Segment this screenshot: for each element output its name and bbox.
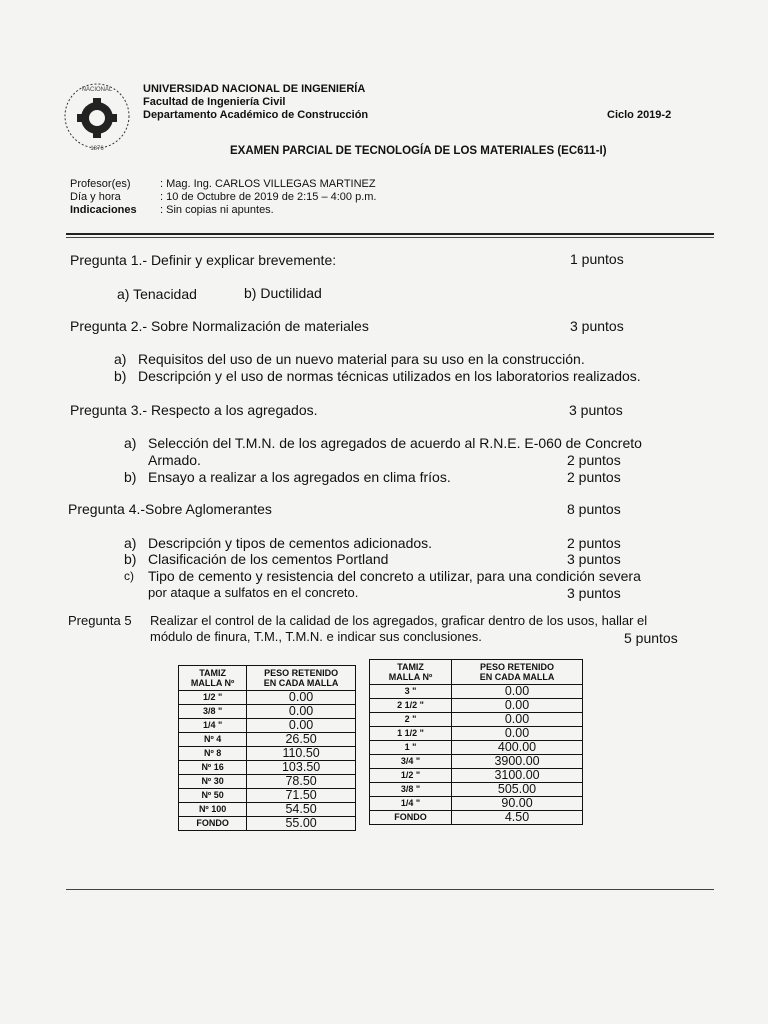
university-seal-logo bbox=[62, 78, 132, 154]
question-3-label-b: b) bbox=[124, 469, 137, 485]
weight-cell: 78.50 bbox=[247, 775, 356, 789]
table-row bbox=[179, 733, 356, 747]
question-4-item-a-points: 2 puntos bbox=[567, 535, 621, 551]
question-2-item-a: Requisitos del uso de un nuevo material para su uso en la construcción. bbox=[138, 351, 585, 367]
question-2-label-b: b) bbox=[114, 368, 127, 384]
header-sieve bbox=[370, 660, 452, 685]
question-1-item-b: b) Ductilidad bbox=[244, 285, 322, 301]
question-4-item-c-line1: Tipo de cemento y resistencia del concreto a utilizar, para una condición severa bbox=[148, 568, 641, 584]
weight-cell: 0.00 bbox=[247, 691, 356, 705]
sieve-cell: 1 1/2 " bbox=[370, 727, 452, 741]
sieve-cell: 3/4 " bbox=[370, 755, 452, 769]
weight-cell: 103.50 bbox=[247, 761, 356, 775]
table-row bbox=[370, 811, 583, 825]
professor-value: : Mag. Ing. CARLOS VILLEGAS MARTINEZ bbox=[160, 178, 376, 190]
weight-cell: 55.00 bbox=[247, 817, 356, 831]
table-header-row bbox=[179, 666, 356, 691]
weight-cell: 110.50 bbox=[247, 747, 356, 761]
header-divider bbox=[66, 233, 714, 235]
table-row bbox=[370, 727, 583, 741]
question-4-item-b-points: 3 puntos bbox=[567, 551, 621, 567]
table-row bbox=[370, 713, 583, 727]
question-5-points: 5 puntos bbox=[624, 630, 678, 646]
weight-cell: 400.00 bbox=[452, 741, 583, 755]
sieve-cell: 1/4 " bbox=[370, 797, 452, 811]
table-row bbox=[370, 769, 583, 783]
table-row bbox=[179, 817, 356, 831]
table-row bbox=[370, 797, 583, 811]
question-3-item-b-points: 2 puntos bbox=[567, 469, 621, 485]
question-1-title: Pregunta 1.- Definir y explicar brevemente: bbox=[70, 252, 337, 268]
question-4-item-a: Descripción y tipos de cementos adicionados. bbox=[148, 535, 433, 551]
question-4-label-c: c) bbox=[124, 569, 134, 583]
weight-cell: 71.50 bbox=[247, 789, 356, 803]
question-3-item-a-line2: Armado. bbox=[148, 452, 201, 468]
table-row bbox=[179, 747, 356, 761]
sieve-cell: FONDO bbox=[179, 817, 247, 831]
question-5-line2: módulo de finura, T.M., T.M.N. e indicar sus conclusiones. bbox=[150, 629, 482, 644]
department-name: Departamento Académico de Construcción bbox=[143, 109, 369, 121]
table-row bbox=[370, 685, 583, 699]
sieve-cell: 1 " bbox=[370, 741, 452, 755]
question-4-title: Pregunta 4.-Sobre Aglomerantes bbox=[68, 501, 272, 517]
professor-label: Profesor(es) bbox=[70, 178, 131, 190]
sieve-cell: Nº 4 bbox=[179, 733, 247, 747]
svg-text:NACIONAL: NACIONAL bbox=[81, 87, 113, 93]
table-row bbox=[179, 719, 356, 733]
faculty-name: Facultad de Ingeniería Civil bbox=[143, 96, 286, 108]
question-2-item-b: Descripción y el uso de normas técnicas utilizados en los laboratorios realizados. bbox=[138, 368, 641, 384]
sieve-cell: Nº 100 bbox=[179, 803, 247, 817]
table-row bbox=[370, 741, 583, 755]
weight-cell: 3900.00 bbox=[452, 755, 583, 769]
header-sieve-line2: MALLA Nº bbox=[190, 678, 235, 688]
header-weight-line1: PESO RETENIDO bbox=[264, 668, 339, 678]
header-weight-line1: PESO RETENIDO bbox=[480, 662, 555, 672]
table-row bbox=[370, 783, 583, 797]
question-3-points: 3 puntos bbox=[569, 402, 623, 418]
question-4-item-b: Clasificación de los cementos Portland bbox=[148, 551, 389, 567]
date-value: : 10 de Octubre de 2019 de 2:15 – 4:00 p.m. bbox=[160, 191, 377, 203]
footer-divider bbox=[66, 889, 714, 890]
question-4-points: 8 puntos bbox=[567, 501, 621, 517]
weight-cell: 0.00 bbox=[452, 685, 583, 699]
weight-cell: 54.50 bbox=[247, 803, 356, 817]
header-weight bbox=[247, 666, 356, 691]
question-1-item-a: a) Tenacidad bbox=[117, 286, 197, 302]
question-5-label: Pregunta 5 bbox=[68, 613, 132, 628]
table-row bbox=[179, 761, 356, 775]
question-3-item-a-line1: Selección del T.M.N. de los agregados de acuerdo al R.N.E. E-060 de Concreto bbox=[148, 435, 642, 451]
weight-cell: 0.00 bbox=[452, 727, 583, 741]
sieve-cell: FONDO bbox=[370, 811, 452, 825]
question-4-item-c-line2: por ataque a sulfatos en el concreto. bbox=[148, 585, 359, 600]
table-row bbox=[179, 691, 356, 705]
sieve-cell: Nº 50 bbox=[179, 789, 247, 803]
notes-value: : Sin copias ni apuntes. bbox=[160, 204, 274, 216]
header-sieve-line1: TAMIZ bbox=[397, 662, 424, 672]
university-name: UNIVERSIDAD NACIONAL DE INGENIERÍA bbox=[143, 83, 366, 95]
header-weight-line2: EN CADA MALLA bbox=[263, 678, 339, 688]
sieve-cell: Nº 16 bbox=[179, 761, 247, 775]
header-weight bbox=[452, 660, 583, 685]
sieve-cell: 1/2 " bbox=[370, 769, 452, 783]
question-2-label-a: a) bbox=[114, 351, 127, 367]
table-header-row bbox=[370, 660, 583, 685]
table-row bbox=[370, 699, 583, 713]
sieve-cell: 1/2 " bbox=[179, 691, 247, 705]
notes-label: Indicaciones bbox=[70, 204, 137, 216]
weight-cell: 0.00 bbox=[247, 705, 356, 719]
sieve-cell: 2 1/2 " bbox=[370, 699, 452, 713]
table-row bbox=[179, 705, 356, 719]
sieve-cell: Nº 30 bbox=[179, 775, 247, 789]
date-label: Día y hora bbox=[70, 191, 121, 203]
question-3-title: Pregunta 3.- Respecto a los agregados. bbox=[70, 402, 318, 418]
question-3-item-b: Ensayo a realizar a los agregados en clima fríos. bbox=[148, 469, 451, 485]
fine-aggregate-table bbox=[178, 665, 356, 831]
svg-text:1876: 1876 bbox=[90, 146, 104, 152]
weight-cell: 0.00 bbox=[452, 713, 583, 727]
question-4-item-c-points: 3 puntos bbox=[567, 585, 621, 601]
sieve-cell: 2 " bbox=[370, 713, 452, 727]
table-row bbox=[179, 775, 356, 789]
coarse-aggregate-table bbox=[369, 659, 583, 825]
cycle-label: Ciclo 2019-2 bbox=[607, 109, 672, 121]
sieve-cell: 3 " bbox=[370, 685, 452, 699]
question-1-points: 1 puntos bbox=[570, 251, 624, 267]
weight-cell: 505.00 bbox=[452, 783, 583, 797]
weight-cell: 90.00 bbox=[452, 797, 583, 811]
table-row bbox=[179, 789, 356, 803]
sieve-cell: 1/4 " bbox=[179, 719, 247, 733]
header-sieve bbox=[179, 666, 247, 691]
weight-cell: 0.00 bbox=[247, 719, 356, 733]
question-5-line1: Realizar el control de la calidad de los agregados, graficar dentro de los usos, hallar el bbox=[150, 613, 648, 628]
weight-cell: 26.50 bbox=[247, 733, 356, 747]
sieve-cell: 3/8 " bbox=[179, 705, 247, 719]
header-weight-line2: EN CADA MALLA bbox=[479, 672, 555, 682]
header-sieve-line1: TAMIZ bbox=[199, 668, 227, 678]
question-4-label-b: b) bbox=[124, 551, 137, 567]
question-3-label-a: a) bbox=[124, 435, 137, 451]
question-4-label-a: a) bbox=[124, 535, 137, 551]
exam-title: EXAMEN PARCIAL DE TECNOLOGÍA DE LOS MATERIALES (EC611-I) bbox=[230, 145, 607, 157]
sieve-cell: Nº 8 bbox=[179, 747, 247, 761]
question-3-item-a-points: 2 puntos bbox=[567, 452, 621, 468]
header-sieve-line2: MALLA Nº bbox=[388, 672, 433, 682]
question-2-points: 3 puntos bbox=[570, 318, 624, 334]
sieve-cell: 3/8 " bbox=[370, 783, 452, 797]
weight-cell: 0.00 bbox=[452, 699, 583, 713]
table-row bbox=[370, 755, 583, 769]
header-divider-thin bbox=[66, 237, 714, 238]
table-row bbox=[179, 803, 356, 817]
weight-cell: 3100.00 bbox=[452, 769, 583, 783]
question-2-title: Pregunta 2.- Sobre Normalización de materiales bbox=[70, 318, 369, 334]
weight-cell: 4.50 bbox=[452, 811, 583, 825]
